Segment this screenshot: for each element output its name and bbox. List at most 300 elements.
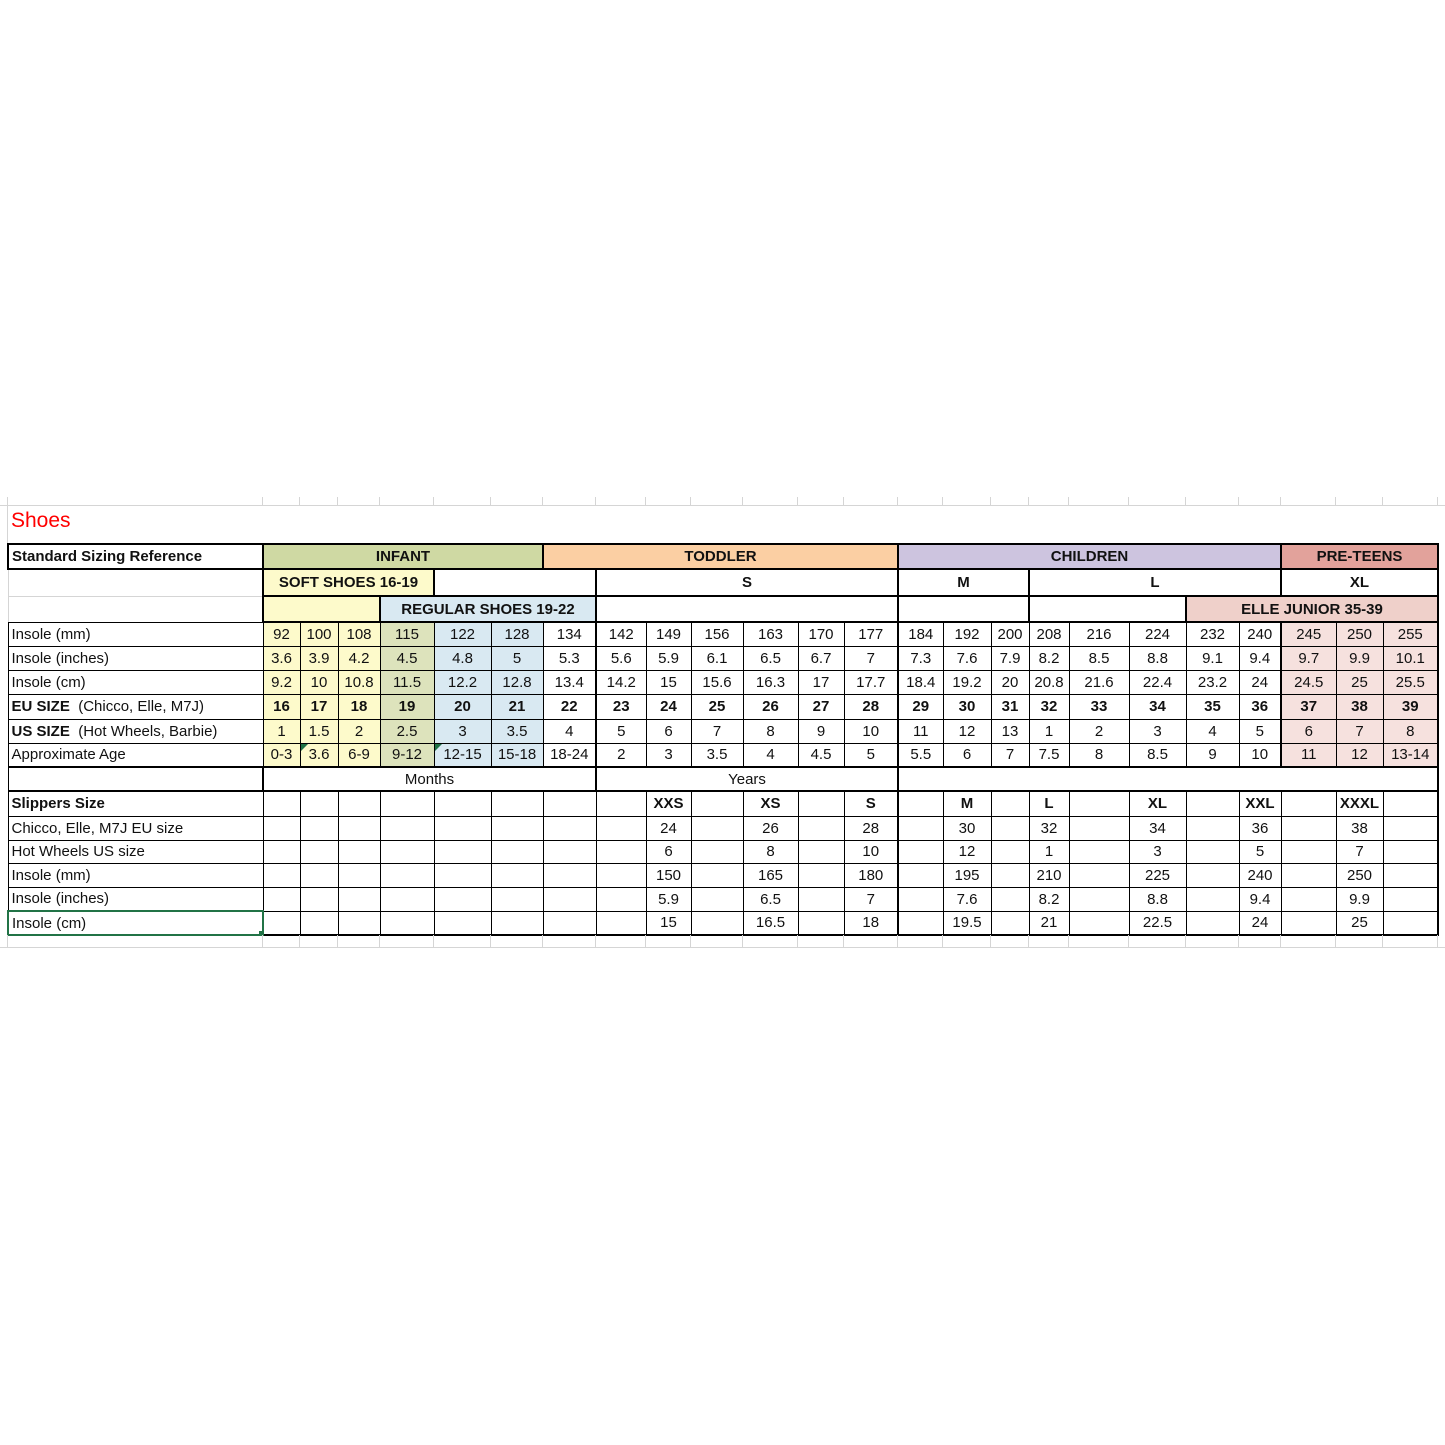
size-cell[interactable]: 21.6 [1069, 670, 1129, 694]
size-cell[interactable]: 10.1 [1383, 646, 1438, 670]
size-cell[interactable]: 134 [543, 622, 596, 646]
size-cell[interactable]: 5.3 [543, 646, 596, 670]
slipper-cell[interactable] [434, 863, 491, 887]
slipper-size-header[interactable]: L [1029, 791, 1069, 816]
slipper-cell[interactable]: 3 [1129, 840, 1186, 863]
slipper-cell[interactable] [338, 863, 380, 887]
size-cell[interactable]: 224 [1129, 622, 1186, 646]
size-cell[interactable]: 7 [991, 743, 1029, 767]
slipper-cell[interactable] [1069, 911, 1129, 935]
size-cell[interactable]: 9.2 [263, 670, 300, 694]
size-cell[interactable]: 1 [1029, 719, 1069, 743]
slipper-cell[interactable] [543, 816, 596, 840]
size-cell[interactable]: 7.6 [943, 646, 991, 670]
slipper-cell[interactable]: 7 [844, 887, 898, 911]
slipper-cell[interactable]: 8 [743, 840, 798, 863]
slipper-cell-empty[interactable] [543, 791, 596, 816]
size-cell[interactable]: 36 [1239, 694, 1281, 719]
slipper-cell[interactable] [898, 840, 943, 863]
size-cell[interactable]: 24 [646, 694, 691, 719]
size-cell[interactable]: 9 [798, 719, 844, 743]
slipper-cell[interactable]: 34 [1129, 816, 1186, 840]
size-band-empty[interactable] [434, 569, 596, 596]
size-cell[interactable]: 100 [300, 622, 338, 646]
size-cell[interactable]: 26 [743, 694, 798, 719]
slipper-cell[interactable] [898, 887, 943, 911]
slipper-cell[interactable]: 22.5 [1129, 911, 1186, 935]
slipper-cell[interactable] [1383, 863, 1438, 887]
size-cell[interactable]: 3.6 [263, 646, 300, 670]
slipper-cell-empty[interactable] [1383, 791, 1438, 816]
slipper-cell[interactable] [691, 911, 743, 935]
size-cell[interactable]: 8.5 [1069, 646, 1129, 670]
size-cell[interactable]: 17 [798, 670, 844, 694]
slipper-cell[interactable]: 10 [844, 840, 898, 863]
size-cell[interactable]: 17 [300, 694, 338, 719]
size-cell[interactable]: 3 [646, 743, 691, 767]
size-cell[interactable]: 15 [646, 670, 691, 694]
slipper-cell[interactable] [1186, 911, 1239, 935]
slipper-cell[interactable] [798, 863, 844, 887]
row-label[interactable]: EU SIZE (Chicco, Elle, M7J) [8, 694, 263, 719]
slipper-cell[interactable]: 7 [1336, 840, 1383, 863]
size-cell[interactable]: 2 [338, 719, 380, 743]
slipper-cell[interactable] [300, 887, 338, 911]
size-cell[interactable]: 18.4 [898, 670, 943, 694]
size-cell[interactable]: 10 [1239, 743, 1281, 767]
size-cell[interactable]: 30 [943, 694, 991, 719]
size-cell[interactable]: 24 [1239, 670, 1281, 694]
size-cell[interactable]: 7 [844, 646, 898, 670]
slipper-cell[interactable] [991, 911, 1029, 935]
slipper-cell[interactable] [898, 911, 943, 935]
slipper-cell[interactable]: 195 [943, 863, 991, 887]
size-cell[interactable]: 255 [1383, 622, 1438, 646]
size-cell[interactable]: 250 [1336, 622, 1383, 646]
size-cell[interactable]: 177 [844, 622, 898, 646]
size-cell[interactable]: 16 [263, 694, 300, 719]
size-cell[interactable]: 10 [300, 670, 338, 694]
size-cell[interactable]: 19.2 [943, 670, 991, 694]
slipper-cell[interactable]: 8.2 [1029, 887, 1069, 911]
size-cell[interactable]: 11 [898, 719, 943, 743]
size-cell[interactable]: 170 [798, 622, 844, 646]
size-cell[interactable]: 2 [1069, 719, 1129, 743]
size-cell[interactable]: 108 [338, 622, 380, 646]
size-cell[interactable]: 12 [943, 719, 991, 743]
size-cell[interactable]: 3.5 [491, 719, 543, 743]
slipper-size-header[interactable]: XS [743, 791, 798, 816]
size-cell[interactable]: 6.5 [743, 646, 798, 670]
row-label[interactable]: Approximate Age [8, 743, 263, 767]
slipper-cell[interactable]: 16.5 [743, 911, 798, 935]
slipper-cell[interactable]: 15 [646, 911, 691, 935]
unit-band-months[interactable]: Months [263, 767, 596, 791]
range-band-empty[interactable] [1029, 596, 1186, 622]
size-cell[interactable]: 15.6 [691, 670, 743, 694]
row-label[interactable]: Insole (cm) [8, 670, 263, 694]
slipper-cell[interactable] [380, 840, 434, 863]
slipper-cell[interactable] [898, 816, 943, 840]
size-cell[interactable]: 4.2 [338, 646, 380, 670]
slipper-cell[interactable] [338, 816, 380, 840]
size-cell[interactable]: 163 [743, 622, 798, 646]
size-cell[interactable]: 11.5 [380, 670, 434, 694]
size-cell[interactable]: 122 [434, 622, 491, 646]
slipper-cell[interactable] [691, 816, 743, 840]
size-cell[interactable]: 5 [1239, 719, 1281, 743]
size-cell[interactable]: 7.5 [1029, 743, 1069, 767]
slipper-cell[interactable]: 210 [1029, 863, 1069, 887]
slipper-cell[interactable]: 5.9 [646, 887, 691, 911]
size-cell[interactable]: 2.5 [380, 719, 434, 743]
slipper-cell[interactable]: 165 [743, 863, 798, 887]
size-cell[interactable]: 216 [1069, 622, 1129, 646]
slipper-cell[interactable] [1383, 887, 1438, 911]
slipper-size-header[interactable]: XXL [1239, 791, 1281, 816]
slipper-cell[interactable] [338, 911, 380, 935]
slipper-cell[interactable]: 12 [943, 840, 991, 863]
group-header-pre-teens[interactable]: PRE-TEENS [1281, 544, 1438, 569]
slipper-cell-empty[interactable] [1186, 791, 1239, 816]
slipper-cell[interactable]: 8.8 [1129, 887, 1186, 911]
size-cell[interactable]: 23.2 [1186, 670, 1239, 694]
slipper-cell[interactable]: 32 [1029, 816, 1069, 840]
slipper-cell[interactable] [263, 816, 300, 840]
size-cell[interactable]: 4.5 [380, 646, 434, 670]
slipper-cell[interactable] [1186, 863, 1239, 887]
slipper-cell[interactable] [1186, 816, 1239, 840]
group-header-children[interactable]: CHILDREN [898, 544, 1281, 569]
slipper-cell[interactable]: 30 [943, 816, 991, 840]
slipper-cell[interactable] [691, 840, 743, 863]
size-cell[interactable]: 8.8 [1129, 646, 1186, 670]
slipper-cell[interactable] [491, 840, 543, 863]
slipper-cell[interactable] [691, 863, 743, 887]
row-label[interactable]: Hot Wheels US size [8, 840, 263, 863]
row-label[interactable]: Insole (mm) [8, 863, 263, 887]
size-cell[interactable]: 8.2 [1029, 646, 1069, 670]
range-band-regular-shoes-19-22[interactable]: REGULAR SHOES 19-22 [380, 596, 596, 622]
slipper-cell[interactable]: 24 [646, 816, 691, 840]
slipper-cell[interactable] [491, 911, 543, 935]
slipper-cell[interactable]: 250 [1336, 863, 1383, 887]
size-cell[interactable]: 115 [380, 622, 434, 646]
slipper-cell[interactable] [1281, 816, 1336, 840]
table-title-cell[interactable]: Standard Sizing Reference [8, 544, 263, 569]
slipper-cell[interactable] [300, 840, 338, 863]
slipper-cell[interactable] [263, 863, 300, 887]
slipper-cell[interactable] [1383, 911, 1438, 935]
slipper-cell-empty[interactable] [300, 791, 338, 816]
slipper-cell[interactable] [380, 863, 434, 887]
slipper-cell[interactable] [491, 863, 543, 887]
slipper-cell[interactable] [491, 887, 543, 911]
size-cell[interactable]: 10 [844, 719, 898, 743]
unit-band-years[interactable]: Years [596, 767, 898, 791]
size-cell[interactable]: 39 [1383, 694, 1438, 719]
slipper-cell[interactable] [434, 816, 491, 840]
size-cell[interactable]: 12 [1336, 743, 1383, 767]
size-cell[interactable]: 128 [491, 622, 543, 646]
size-cell[interactable]: 3 [434, 719, 491, 743]
size-cell[interactable]: 37 [1281, 694, 1336, 719]
size-cell[interactable]: 4 [543, 719, 596, 743]
slipper-cell[interactable] [543, 887, 596, 911]
row-label-spacer[interactable] [8, 767, 263, 791]
size-cell[interactable]: 22 [543, 694, 596, 719]
size-cell[interactable]: 20.8 [1029, 670, 1069, 694]
size-cell[interactable]: 6.1 [691, 646, 743, 670]
size-band-soft-shoes-16-19[interactable]: SOFT SHOES 16-19 [263, 569, 434, 596]
size-cell[interactable]: 9 [1186, 743, 1239, 767]
size-cell[interactable]: 184 [898, 622, 943, 646]
size-cell[interactable]: 200 [991, 622, 1029, 646]
size-cell[interactable]: 7.9 [991, 646, 1029, 670]
slipper-cell[interactable] [596, 840, 646, 863]
slipper-cell[interactable] [596, 911, 646, 935]
slipper-cell[interactable]: 36 [1239, 816, 1281, 840]
row-label[interactable]: Insole (inches) [8, 887, 263, 911]
size-cell[interactable]: 6 [1281, 719, 1336, 743]
slipper-cell-empty[interactable] [434, 791, 491, 816]
slipper-cell-empty[interactable] [1069, 791, 1129, 816]
slipper-cell[interactable] [1069, 887, 1129, 911]
size-cell[interactable]: 13.4 [543, 670, 596, 694]
size-cell[interactable]: 6-9 [338, 743, 380, 767]
size-cell[interactable]: 192 [943, 622, 991, 646]
size-cell[interactable]: 14.2 [596, 670, 646, 694]
size-cell[interactable]: 22.4 [1129, 670, 1186, 694]
size-cell[interactable]: 3.9 [300, 646, 338, 670]
slipper-cell[interactable] [798, 887, 844, 911]
slipper-cell[interactable] [1186, 887, 1239, 911]
size-cell[interactable]: 8 [1383, 719, 1438, 743]
slipper-size-header[interactable]: XXS [646, 791, 691, 816]
slipper-cell-empty[interactable] [898, 791, 943, 816]
slipper-cell[interactable]: 26 [743, 816, 798, 840]
row-label[interactable]: US SIZE (Hot Wheels, Barbie) [8, 719, 263, 743]
slipper-cell[interactable] [596, 887, 646, 911]
size-cell[interactable]: 29 [898, 694, 943, 719]
group-header-infant[interactable]: INFANT [263, 544, 543, 569]
slipper-cell[interactable]: 6 [646, 840, 691, 863]
slipper-cell[interactable] [798, 840, 844, 863]
slipper-cell[interactable]: 21 [1029, 911, 1069, 935]
size-cell[interactable]: 28 [844, 694, 898, 719]
slipper-cell[interactable] [1069, 863, 1129, 887]
size-cell[interactable]: 21 [491, 694, 543, 719]
size-cell[interactable]: 13 [991, 719, 1029, 743]
size-cell[interactable]: 232 [1186, 622, 1239, 646]
slipper-cell[interactable] [380, 816, 434, 840]
slipper-cell[interactable] [991, 863, 1029, 887]
size-cell[interactable]: 38 [1336, 694, 1383, 719]
slipper-cell[interactable]: 9.4 [1239, 887, 1281, 911]
slipper-cell[interactable] [1281, 911, 1336, 935]
slipper-cell[interactable] [300, 911, 338, 935]
slipper-cell[interactable] [991, 816, 1029, 840]
size-cell[interactable]: 6 [943, 743, 991, 767]
slipper-cell[interactable]: 38 [1336, 816, 1383, 840]
size-cell[interactable]: 156 [691, 622, 743, 646]
slipper-size-header[interactable]: M [943, 791, 991, 816]
slipper-cell[interactable]: 1 [1029, 840, 1069, 863]
slipper-cell[interactable] [991, 840, 1029, 863]
slipper-cell[interactable] [380, 887, 434, 911]
slipper-cell[interactable]: 225 [1129, 863, 1186, 887]
range-band-empty[interactable] [898, 596, 1029, 622]
size-cell[interactable]: 5 [491, 646, 543, 670]
size-cell[interactable]: 9-12 [380, 743, 434, 767]
row-label[interactable]: Insole (inches) [8, 646, 263, 670]
slipper-cell[interactable] [434, 911, 491, 935]
slipper-cell[interactable] [263, 887, 300, 911]
size-band-m[interactable]: M [898, 569, 1029, 596]
slipper-cell[interactable] [263, 840, 300, 863]
size-cell[interactable]: 25 [1336, 670, 1383, 694]
size-band-l[interactable]: L [1029, 569, 1281, 596]
range-band-elle-junior-35-39[interactable]: ELLE JUNIOR 35-39 [1186, 596, 1438, 622]
size-cell[interactable]: 3 [1129, 719, 1186, 743]
size-cell[interactable]: 12-15 [434, 743, 491, 767]
size-cell[interactable]: 20 [991, 670, 1029, 694]
size-cell[interactable]: 0-3 [263, 743, 300, 767]
size-cell[interactable]: 23 [596, 694, 646, 719]
size-cell[interactable]: 245 [1281, 622, 1336, 646]
size-cell[interactable]: 9.7 [1281, 646, 1336, 670]
size-cell[interactable]: 149 [646, 622, 691, 646]
size-cell[interactable]: 5.6 [596, 646, 646, 670]
size-cell[interactable]: 15-18 [491, 743, 543, 767]
slipper-cell[interactable] [1281, 887, 1336, 911]
slipper-cell[interactable] [543, 840, 596, 863]
slipper-cell[interactable]: 25 [1336, 911, 1383, 935]
size-cell[interactable]: 11 [1281, 743, 1336, 767]
slipper-cell-empty[interactable] [991, 791, 1029, 816]
size-cell[interactable]: 27 [798, 694, 844, 719]
size-cell[interactable]: 8 [1069, 743, 1129, 767]
size-cell[interactable]: 20 [434, 694, 491, 719]
slipper-size-header[interactable]: S [844, 791, 898, 816]
size-cell[interactable]: 9.1 [1186, 646, 1239, 670]
slipper-cell[interactable] [1281, 840, 1336, 863]
size-cell[interactable]: 33 [1069, 694, 1129, 719]
size-cell[interactable]: 3.6 [300, 743, 338, 767]
slipper-cell[interactable] [1281, 863, 1336, 887]
slipper-cell-empty[interactable] [1281, 791, 1336, 816]
size-cell[interactable]: 19 [380, 694, 434, 719]
group-header-toddler[interactable]: TODDLER [543, 544, 898, 569]
slipper-cell-empty[interactable] [380, 791, 434, 816]
slipper-cell[interactable] [1186, 840, 1239, 863]
slipper-cell[interactable] [491, 816, 543, 840]
size-cell[interactable]: 32 [1029, 694, 1069, 719]
range-band-empty[interactable] [263, 596, 380, 622]
size-cell[interactable]: 12.2 [434, 670, 491, 694]
slipper-cell[interactable]: 240 [1239, 863, 1281, 887]
size-cell[interactable]: 31 [991, 694, 1029, 719]
size-cell[interactable]: 5.9 [646, 646, 691, 670]
size-cell[interactable]: 9.9 [1336, 646, 1383, 670]
slipper-cell[interactable] [898, 863, 943, 887]
size-cell[interactable]: 7.3 [898, 646, 943, 670]
size-cell[interactable]: 5 [844, 743, 898, 767]
slipper-cell[interactable] [1383, 840, 1438, 863]
slipper-cell[interactable]: 6.5 [743, 887, 798, 911]
slipper-cell[interactable] [338, 887, 380, 911]
size-cell[interactable]: 5 [596, 719, 646, 743]
size-cell[interactable]: 6 [646, 719, 691, 743]
slipper-cell[interactable] [798, 816, 844, 840]
size-cell[interactable]: 8.5 [1129, 743, 1186, 767]
size-cell[interactable]: 4.8 [434, 646, 491, 670]
slipper-cell[interactable]: 7.6 [943, 887, 991, 911]
size-cell[interactable]: 6.7 [798, 646, 844, 670]
size-cell[interactable]: 3.5 [691, 743, 743, 767]
size-cell[interactable]: 12.8 [491, 670, 543, 694]
size-cell[interactable]: 4.5 [798, 743, 844, 767]
slipper-cell[interactable] [543, 911, 596, 935]
slipper-cell[interactable]: 5 [1239, 840, 1281, 863]
slipper-cell[interactable] [798, 911, 844, 935]
size-band-xl[interactable]: XL [1281, 569, 1438, 596]
size-cell[interactable]: 18-24 [543, 743, 596, 767]
row-label-spacer[interactable] [8, 569, 263, 596]
slipper-cell[interactable]: 9.9 [1336, 887, 1383, 911]
row-label[interactable]: Chicco, Elle, M7J EU size [8, 816, 263, 840]
slipper-cell-empty[interactable] [798, 791, 844, 816]
slipper-cell[interactable] [596, 816, 646, 840]
size-cell[interactable]: 4 [1186, 719, 1239, 743]
size-cell[interactable]: 25 [691, 694, 743, 719]
size-cell[interactable]: 142 [596, 622, 646, 646]
slipper-cell-empty[interactable] [691, 791, 743, 816]
size-cell[interactable]: 4 [743, 743, 798, 767]
slipper-cell[interactable]: 180 [844, 863, 898, 887]
slipper-cell[interactable] [338, 840, 380, 863]
slipper-cell[interactable]: 19.5 [943, 911, 991, 935]
size-cell[interactable]: 35 [1186, 694, 1239, 719]
size-cell[interactable]: 7 [691, 719, 743, 743]
size-cell[interactable]: 8 [743, 719, 798, 743]
slipper-cell[interactable] [543, 863, 596, 887]
size-cell[interactable]: 5.5 [898, 743, 943, 767]
range-band-empty[interactable] [596, 596, 898, 622]
size-cell[interactable]: 2 [596, 743, 646, 767]
slipper-cell[interactable] [434, 840, 491, 863]
slipper-cell[interactable] [300, 863, 338, 887]
row-label-spacer[interactable] [8, 596, 263, 622]
size-cell[interactable]: 34 [1129, 694, 1186, 719]
slippers-title-cell[interactable]: Slippers Size [8, 791, 263, 816]
slipper-cell[interactable]: 28 [844, 816, 898, 840]
row-label[interactable]: Insole (mm) [8, 622, 263, 646]
size-cell[interactable]: 25.5 [1383, 670, 1438, 694]
slipper-cell[interactable]: 18 [844, 911, 898, 935]
slipper-cell[interactable] [1069, 816, 1129, 840]
slipper-cell[interactable] [1383, 816, 1438, 840]
slipper-cell[interactable] [263, 911, 300, 935]
size-cell[interactable]: 24.5 [1281, 670, 1336, 694]
slipper-size-header[interactable]: XXXL [1336, 791, 1383, 816]
size-cell[interactable]: 18 [338, 694, 380, 719]
slipper-cell[interactable]: 24 [1239, 911, 1281, 935]
size-cell[interactable]: 1 [263, 719, 300, 743]
slipper-cell-empty[interactable] [338, 791, 380, 816]
slipper-cell[interactable]: 150 [646, 863, 691, 887]
size-cell[interactable]: 17.7 [844, 670, 898, 694]
